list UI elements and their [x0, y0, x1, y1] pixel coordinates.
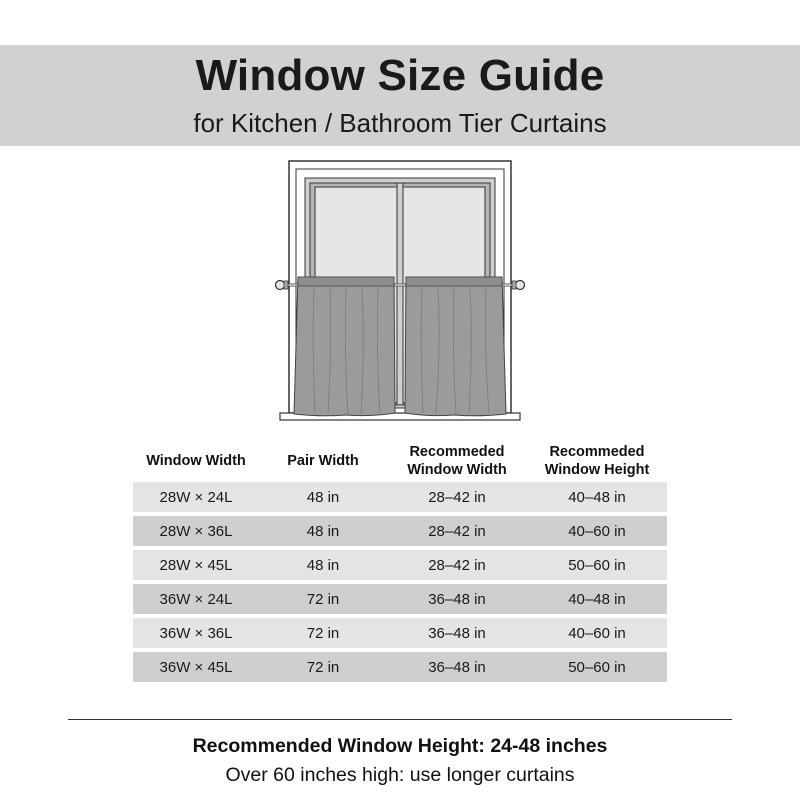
cell-recommended-width: 36–48 in	[387, 618, 527, 652]
footer-divider	[68, 719, 732, 720]
cell-recommended-width: 28–42 in	[387, 550, 527, 584]
page-title: Window Size Guide	[195, 51, 605, 100]
col-pair-width: Pair Width	[287, 453, 359, 469]
cell-recommended-height: 50–60 in	[527, 652, 667, 686]
cell-window-size: 36W × 24L	[133, 584, 259, 618]
header-band	[0, 45, 800, 146]
cell-window-size: 28W × 24L	[133, 482, 259, 516]
cell-recommended-width: 28–42 in	[387, 516, 527, 550]
cell-recommended-width: 36–48 in	[387, 584, 527, 618]
cell-window-size: 36W × 45L	[133, 652, 259, 686]
table-row	[133, 516, 667, 550]
table-header-row	[133, 440, 667, 482]
cell-pair-width: 48 in	[259, 482, 387, 516]
table-row	[133, 652, 667, 686]
window-with-tier-curtains-icon	[270, 155, 530, 435]
cell-pair-width: 48 in	[259, 516, 387, 550]
cell-pair-width: 72 in	[259, 584, 387, 618]
footer-recommendation: Recommended Window Height: 24-48 inches	[192, 735, 608, 757]
cell-recommended-height: 40–48 in	[527, 584, 667, 618]
cell-recommended-width: 28–42 in	[387, 482, 527, 516]
cell-recommended-width: 36–48 in	[387, 652, 527, 686]
cell-pair-width: 72 in	[259, 618, 387, 652]
cell-recommended-height: 50–60 in	[527, 550, 667, 584]
size-table	[133, 440, 667, 686]
cell-window-size: 36W × 36L	[133, 618, 259, 652]
table-row	[133, 550, 667, 584]
cell-window-size: 28W × 45L	[133, 550, 259, 584]
cell-pair-width: 72 in	[259, 652, 387, 686]
footer-note: Over 60 inches high: use longer curtains	[225, 764, 575, 786]
table-row	[133, 584, 667, 618]
table-row	[133, 618, 667, 652]
page-subtitle: for Kitchen / Bathroom Tier Curtains	[193, 108, 607, 138]
cell-pair-width: 48 in	[259, 550, 387, 584]
cell-recommended-height: 40–60 in	[527, 516, 667, 550]
col-window-width: Window Width	[146, 453, 246, 469]
cell-recommended-height: 40–60 in	[527, 618, 667, 652]
cell-window-size: 28W × 36L	[133, 516, 259, 550]
col-recommended-window-width: Recommeded Window Width	[407, 444, 507, 478]
table-row	[133, 482, 667, 516]
cell-recommended-height: 40–48 in	[527, 482, 667, 516]
col-recommended-window-height: Recommeded Window Height	[544, 444, 650, 478]
